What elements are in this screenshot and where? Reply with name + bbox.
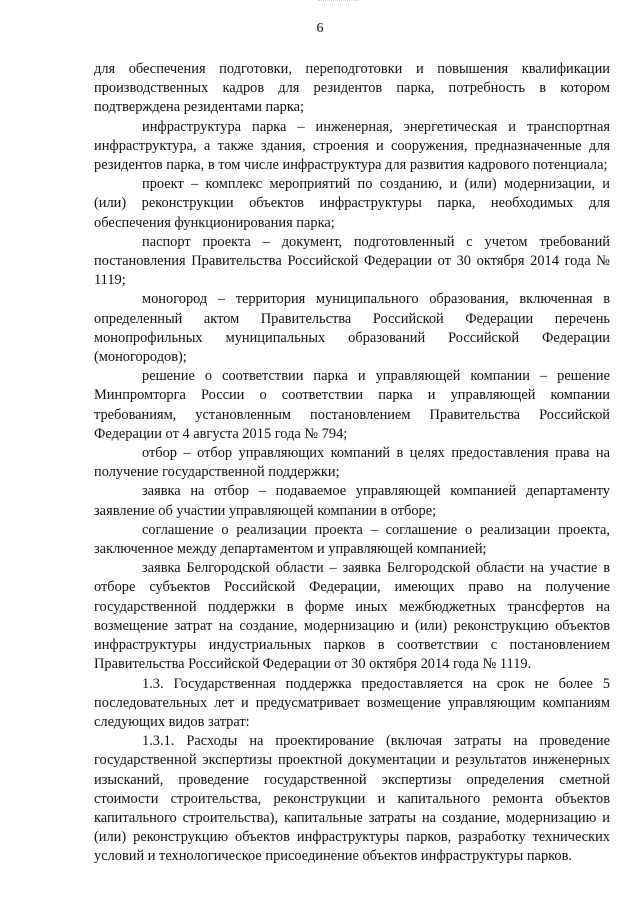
document-body xyxy=(94,60,610,867)
page-number: 6 xyxy=(316,21,324,36)
paragraph-definition-compliance-decision: решение о соответствии парка и управляющей компании – решение Минпромторга России о соответствии парка и управляющей компании требованиям, установленным постановлением Правительства Российской Федерации от 4 августа 2015 года № 794; xyxy=(94,368,610,442)
paragraph-section-1-3-1: 1.3.1. Расходы на проектирование (включая затраты на проведение государственной экспертизы проектной документации и результатов инженерных изысканий, проведение государственной экспертизы определения сметной стоимости строительства, реконструкции и капитального ремонта объектов капитального строительства), капитальные затраты на создание, модернизацию и (или) реконструкцию объектов инфраструктуры парков, разработку технических условий и технологическое присоединение объектов инфраструктуры парков. xyxy=(94,733,610,865)
paragraph-section-1-3: 1.3. Государственная поддержка предоставляется на срок не более 5 последовательных лет и предусматривает возмещение управляющим компаниям следующих видов затрат: xyxy=(94,675,610,730)
paragraph-definition-monotown: моногород – территория муниципального образования, включенная в определенный актом Правительства Российской Федерации перечень монопрофильных муниципальных образований Российской Федерации (моногородов); xyxy=(94,291,610,366)
paragraph-definition-belgorod-application: заявка Белгородской области – заявка Белгородской области на участие в отборе субъектов Российской Федерации, имеющих право на получение государственной поддержки в форме иных межбюджетных трансфертов на возмещение затрат на создание, модернизацию и (или) реконструкцию объектов инфраструктуры индустриальных парков в соответствии с постановлением Правительства Российской Федерации от 30 октября 2014 года № 1119. xyxy=(94,560,610,673)
paragraph-definition-selection-application: заявка на отбор – подаваемое управляющей компанией департаменту заявление об участии управляющей компании в отборе; xyxy=(94,483,610,519)
scan-artifact xyxy=(318,0,358,5)
paragraph-definition-project-passport: паспорт проекта – документ, подготовленный с учетом требований постановления Правительства Российской Федерации от 30 октября 2014 года № 1119; xyxy=(94,233,610,289)
paragraph-intro-continuation: для обеспечения подготовки, переподготовки и повышения квалификации производственных кадров для резидентов парка, потребность в котором подтверждена резидентами парка; xyxy=(94,61,610,116)
paragraph-definition-selection: отбор – отбор управляющих компаний в целях предоставления права на получение государственной поддержки; xyxy=(94,445,610,481)
paragraph-definition-project-agreement: соглашение о реализации проекта – соглашение о реализации проекта, заключенное между департаментом и управляющей компанией; xyxy=(94,521,610,558)
paragraph-definition-project: проект – комплекс мероприятий по созданию, и (или) модернизации, и (или) реконструкции объектов инфраструктуры парка, необходимых для обеспечения функционирования парка; xyxy=(94,176,610,231)
paragraph-definition-park-infrastructure: инфраструктура парка – инженерная, энергетическая и транспортная инфраструктура, а также здания, строения и сооружения, предназначенные для резидентов парка, в том числе инфраструктура для развития кадрового потенциала; xyxy=(94,118,610,174)
